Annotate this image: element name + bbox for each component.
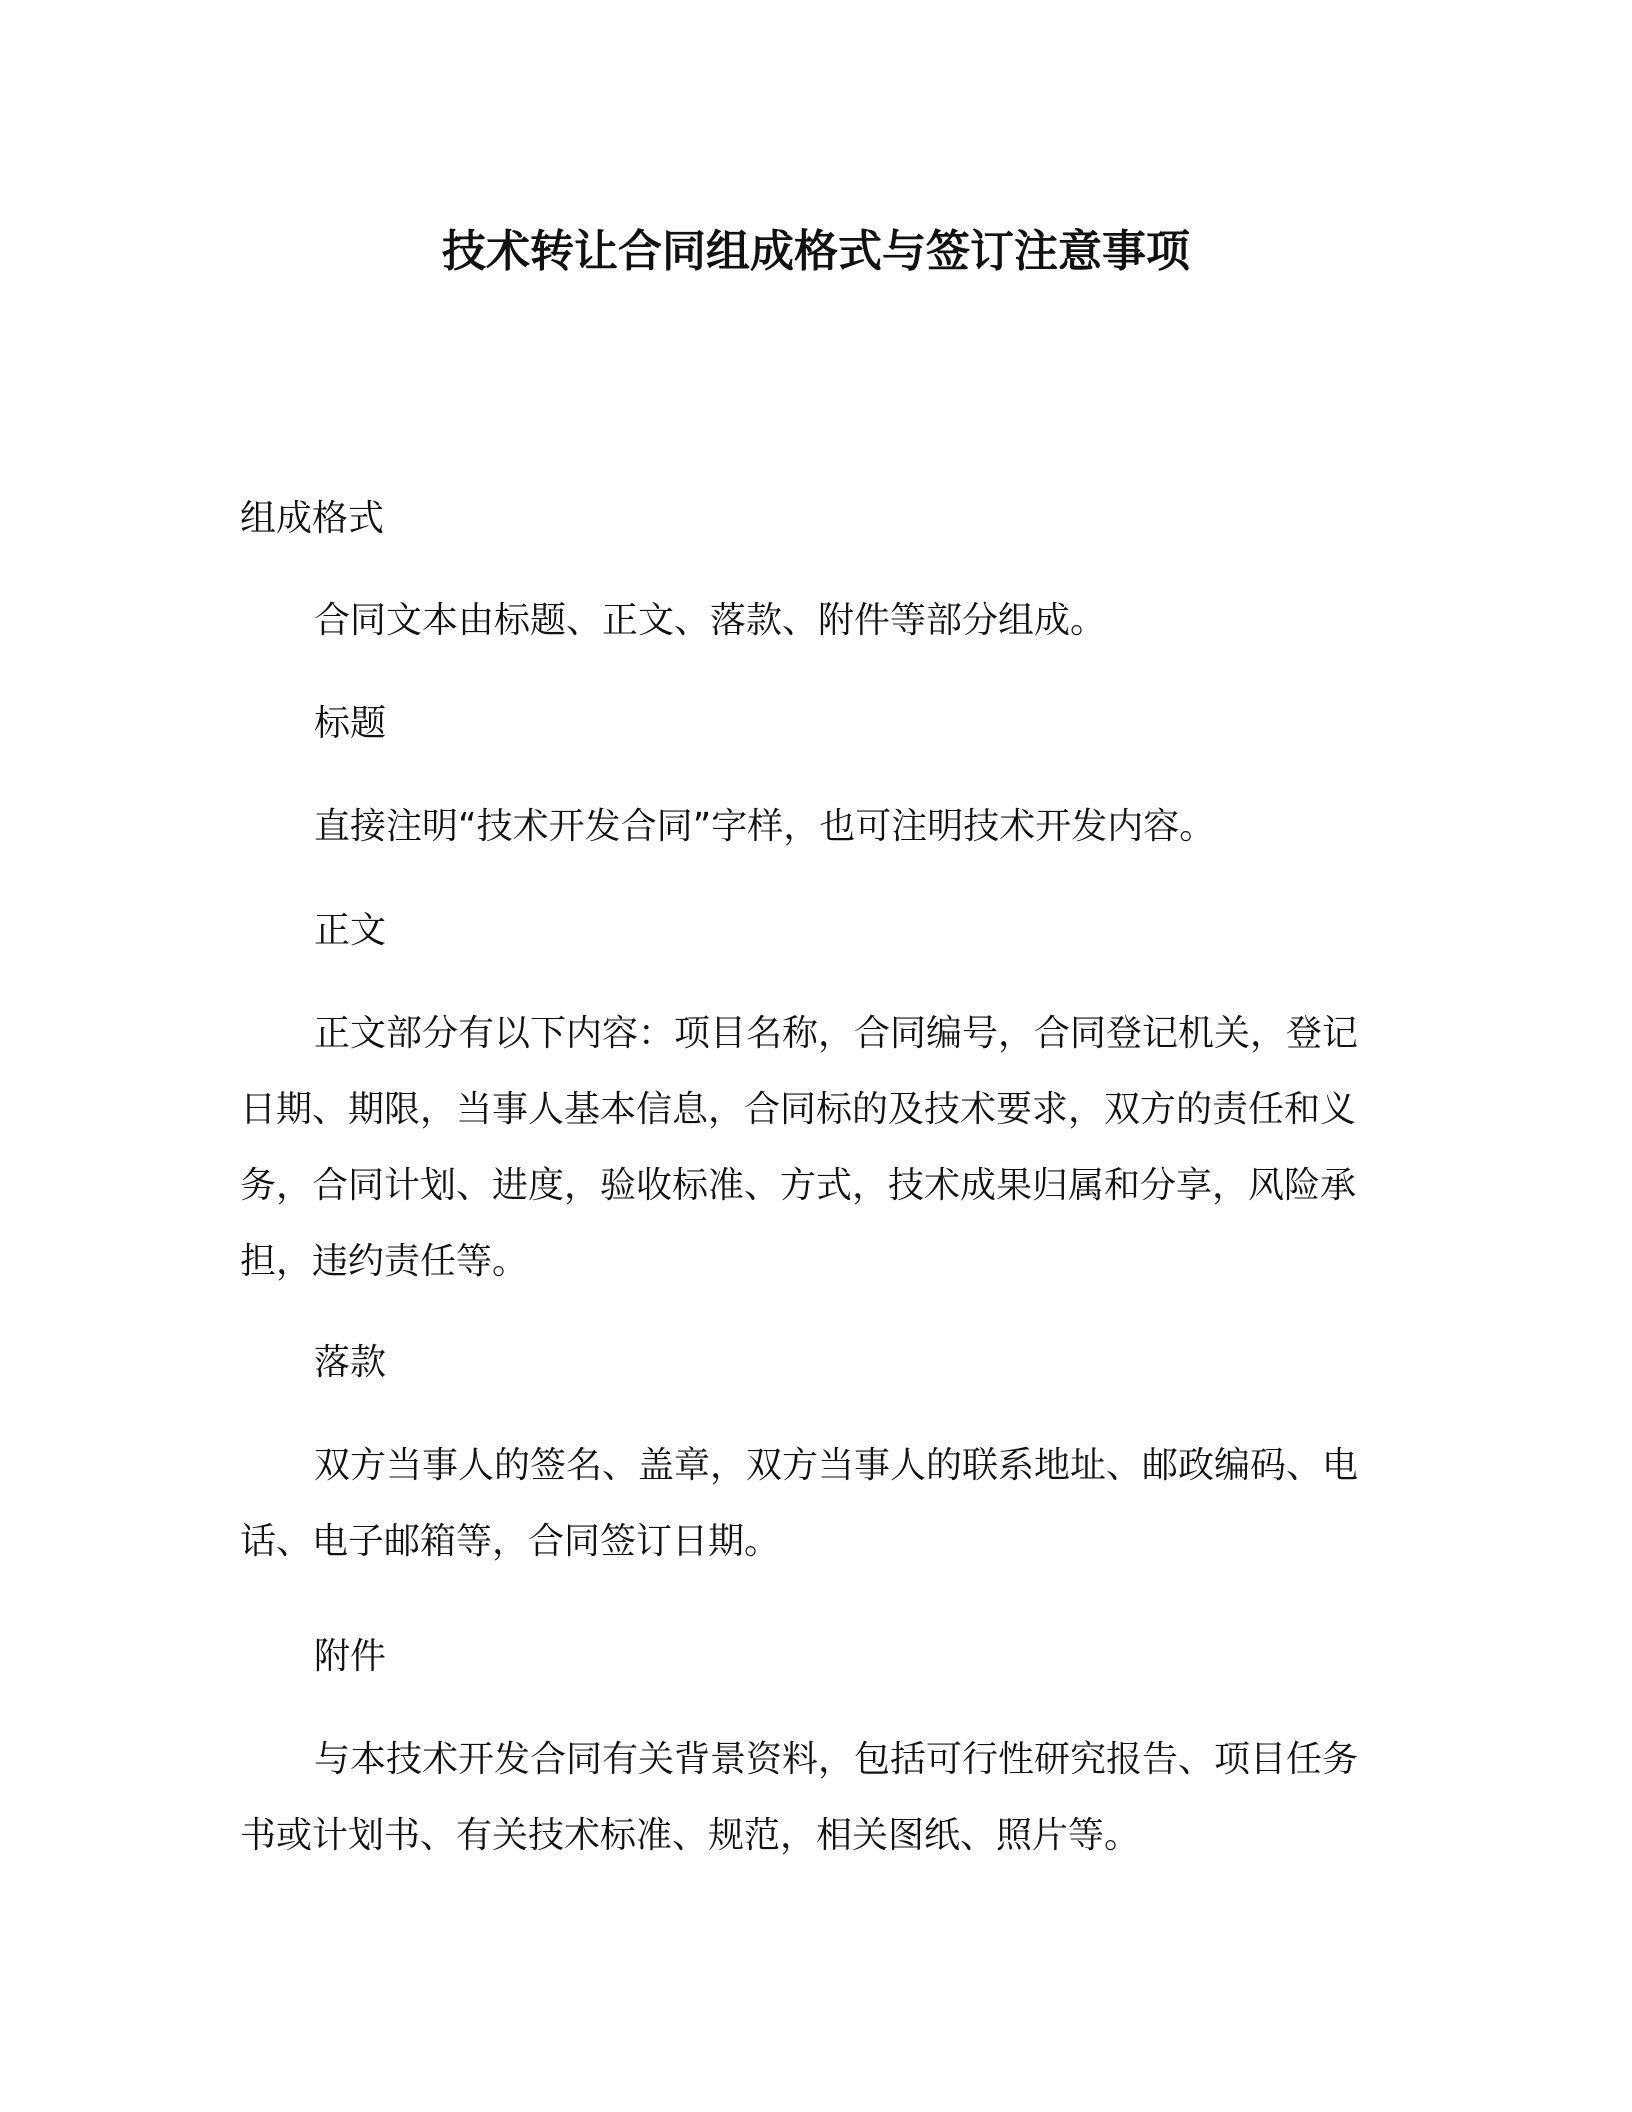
intro-text: 合同文本由标题、正文、落款、附件等部分组成。 (314, 600, 1107, 641)
part-body-body: 正文部分有以下内容：项目名称，合同编号，合同登记机关，登记日期、期限，当事人基本信息，合同标的及技术要求，双方的责任和义务，合同计划、进度，验收标准、方式，技术成果归属和分享，风险承担，违约责任等。 (240, 1013, 1359, 1282)
document-title: 技术转让合同组成格式与签订注意事项 (442, 226, 1190, 277)
part-heading-attachment: 附件 (314, 1636, 387, 1677)
part-body-title: 直接注明“技术开发合同”字样，也可注明技术开发内容。 (314, 806, 1216, 847)
part-heading-body: 正文 (314, 910, 387, 951)
part-body-attachment: 与本技术开发合同有关背景资料，包括可行性研究报告、项目任务书或计划书、有关技术标准、规范，相关图纸、照片等。 (240, 1739, 1359, 1856)
part-body-signature: 双方当事人的签名、盖章，双方当事人的联系地址、邮政编码、电话、电子邮箱等，合同签订日期。 (240, 1445, 1359, 1562)
part-heading-title: 标题 (314, 703, 387, 744)
section-heading: 组成格式 (240, 498, 385, 539)
part-heading-signature: 落款 (314, 1342, 387, 1383)
